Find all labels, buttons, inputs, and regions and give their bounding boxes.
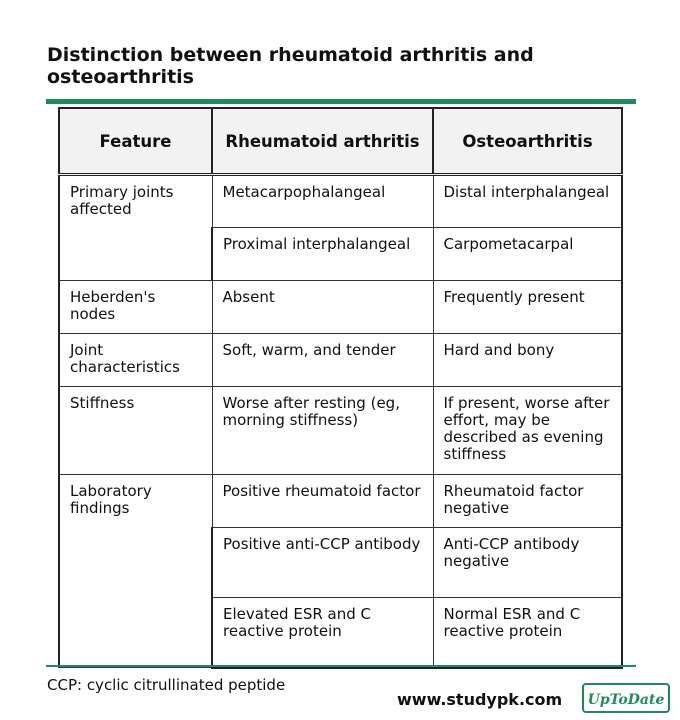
ra-cell: Metacarpophalangeal (212, 175, 433, 228)
feature-cell: Heberden's nodes (59, 281, 212, 334)
oa-cell: Frequently present (433, 281, 622, 334)
table-row (59, 281, 622, 334)
header-osteoarthritis: Osteoarthritis (433, 108, 622, 175)
top-divider (46, 99, 636, 104)
ra-cell: Positive rheumatoid factor (212, 475, 433, 528)
ra-cell: Proximal interphalangeal (212, 228, 433, 281)
oa-cell: Rheumatoid factor negative (433, 475, 622, 528)
feature-cell: Stiffness (59, 387, 212, 475)
footnote: CCP: cyclic citrullinated peptide (47, 676, 286, 694)
table-row (59, 175, 622, 228)
oa-cell: Hard and bony (433, 334, 622, 387)
feature-cell: Primary joints affected (59, 175, 212, 281)
header-feature: Feature (59, 108, 212, 175)
table-row (59, 334, 622, 387)
feature-cell: Joint characteristics (59, 334, 212, 387)
oa-cell: If present, worse after effort, may be described as evening stiffness (433, 387, 622, 475)
comparison-table-container (58, 107, 621, 669)
ra-cell: Soft, warm, and tender (212, 334, 433, 387)
ra-cell: Worse after resting (eg, morning stiffness) (212, 387, 433, 475)
ra-cell: Absent (212, 281, 433, 334)
comparison-table (58, 107, 623, 669)
oa-cell: Normal ESR and C reactive protein (433, 598, 622, 668)
oa-cell: Anti-CCP antibody negative (433, 528, 622, 598)
feature-cell: Laboratory findings (59, 475, 212, 668)
table-header-row (59, 108, 622, 175)
watermark-url: www.studypk.com (397, 690, 563, 709)
bottom-divider (46, 665, 636, 667)
ra-cell: Positive anti-CCP antibody (212, 528, 433, 598)
oa-cell: Carpometacarpal (433, 228, 622, 281)
page-title: Distinction between rheumatoid arthritis and osteoarthritis (47, 44, 534, 88)
header-rheumatoid-arthritis: Rheumatoid arthritis (212, 108, 433, 175)
table-row (59, 387, 622, 475)
table-row (59, 475, 622, 528)
oa-cell: Distal interphalangeal (433, 175, 622, 228)
uptodate-logo: UpToDate (582, 683, 670, 713)
ra-cell: Elevated ESR and C reactive protein (212, 598, 433, 668)
